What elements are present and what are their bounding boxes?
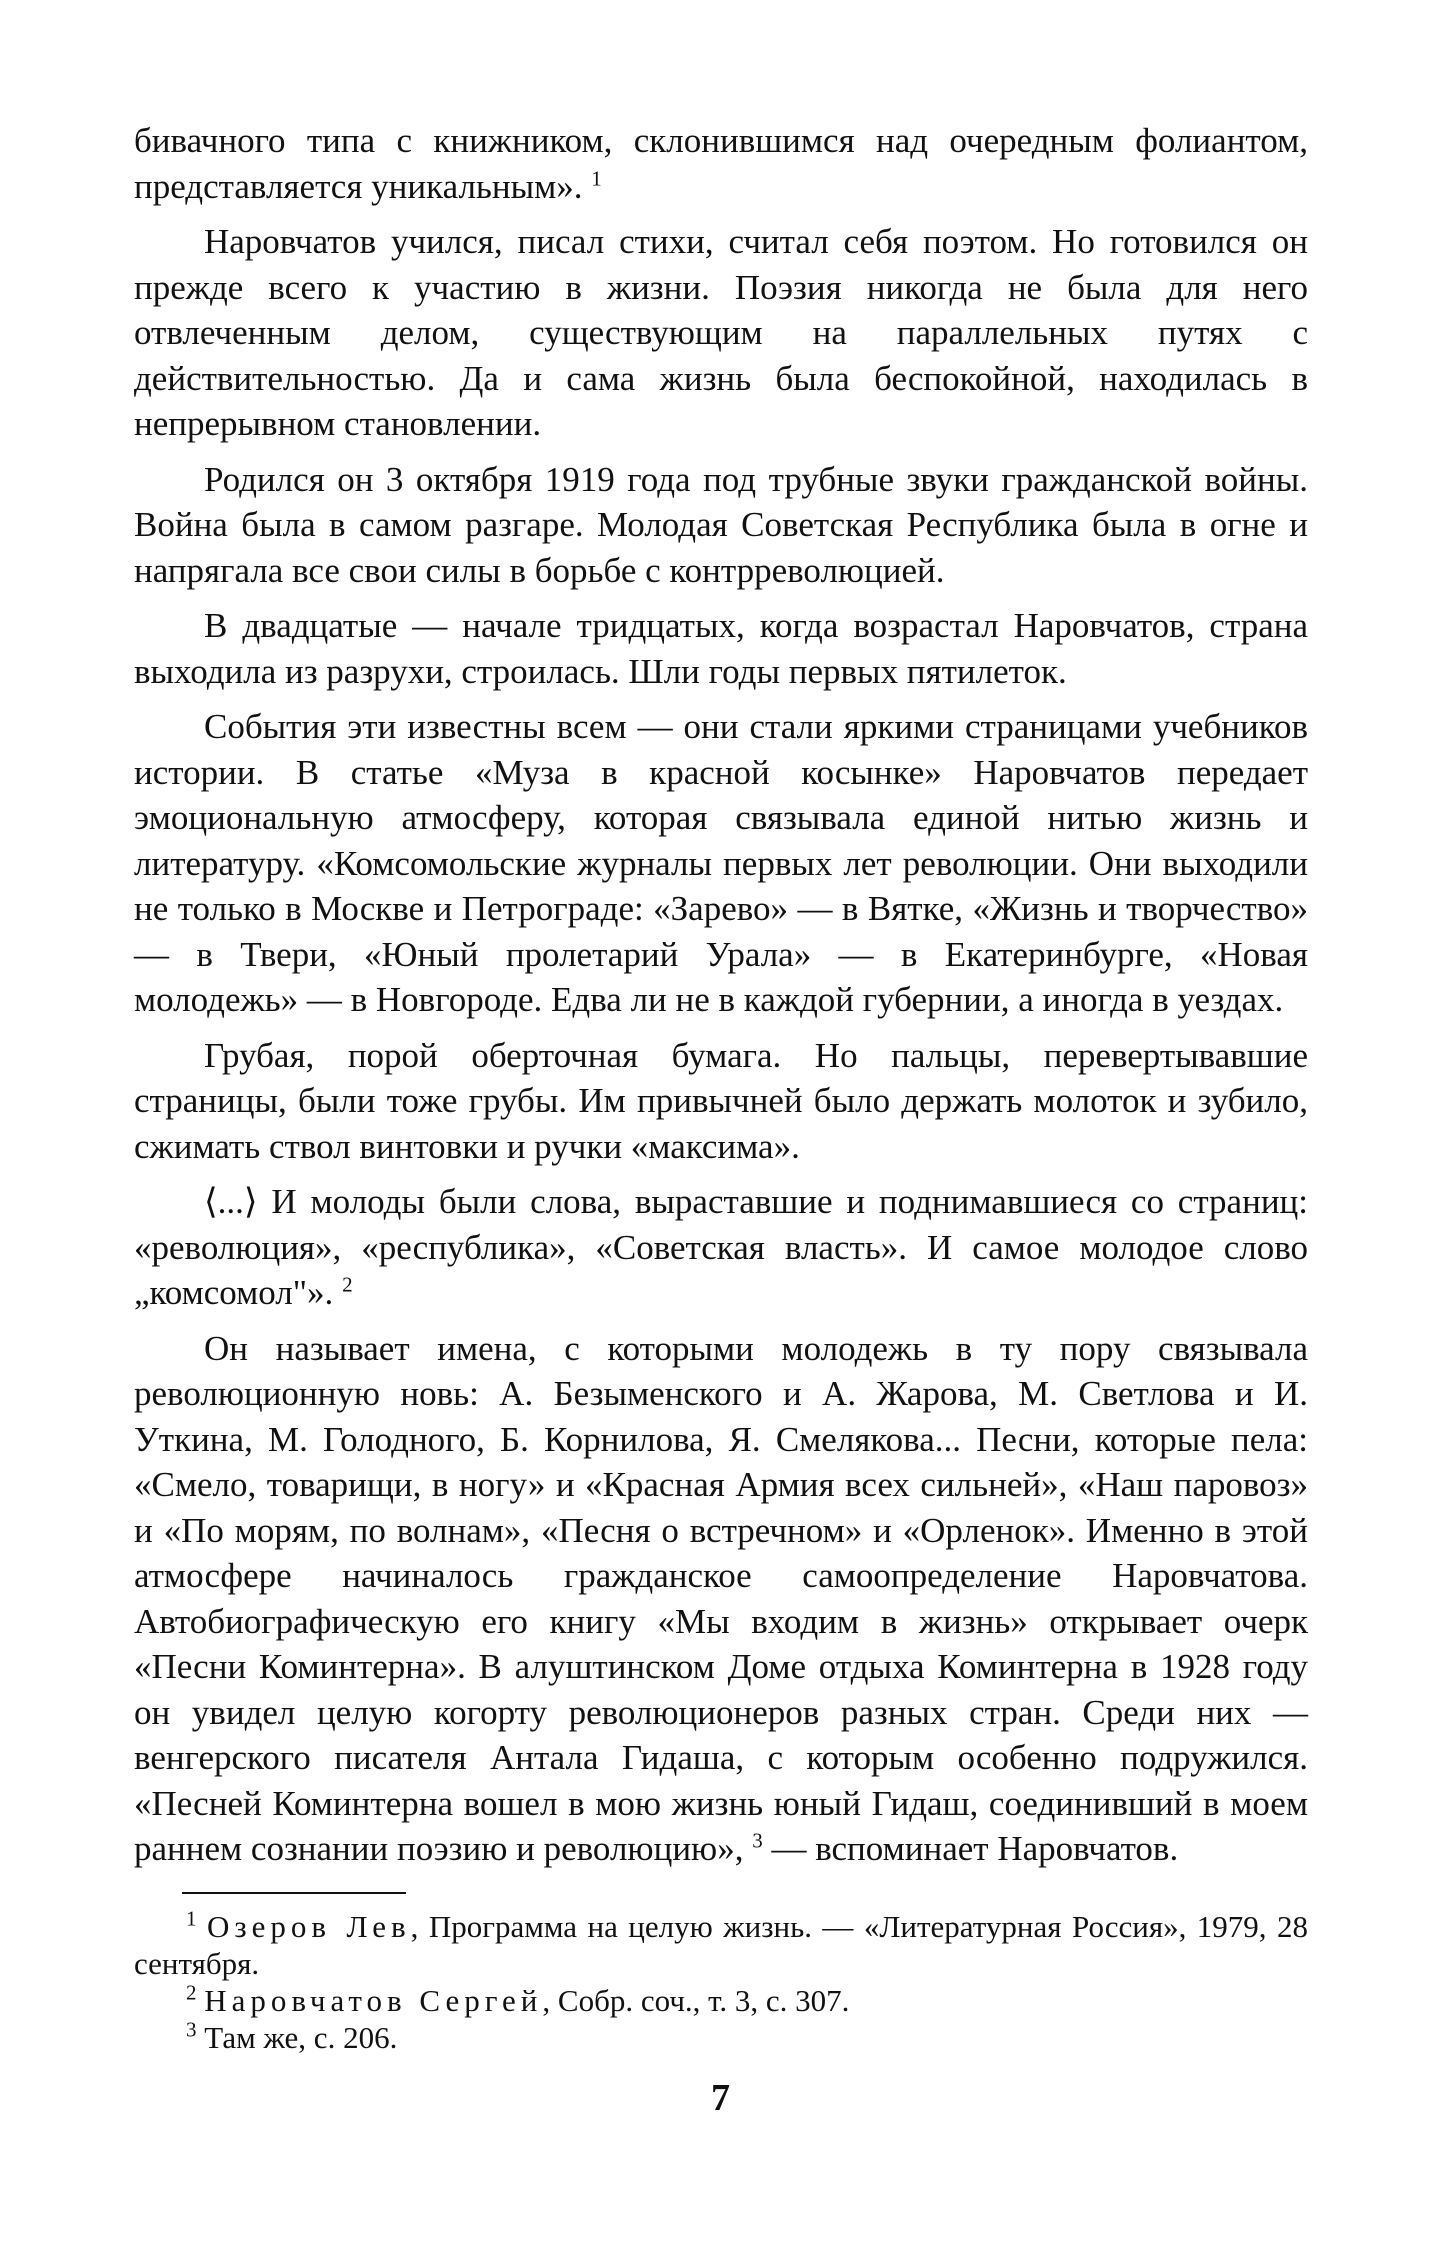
footnote-mark: 2 bbox=[186, 1980, 197, 2005]
paragraph-text: Он называет имена, с которыми молодежь в ту пору связывала революционную новь: А. Безыменского и А. Жарова, М. Светлова и И. Уткина, М. Голодного, Б. Корнилова, Я. Смелякова... Песни, которые пела: «Смело, товарищи, в ногу» и «Красная Армия всех сильней», «Наш паровоз» и «По морям, по волнам», «Песня о встречном» и «Орленок». Именно в этой атмосфере начиналось гражданское самоопределение Наровчатова. Автобиографическую его книгу «Мы входим в жизнь» открывает очерк «Песни Коминтерна». В алуштинском Доме отдыха Коминтерна в 1928 году он увидел целую когорту революционеров разных стран. Среди них — венгерского писателя Антала Гидаша, с которым особенно подружился. «Песней Коминтерна вошел в мою жизнь юный Гидаш, соединивший в моем раннем сознании поэзию и революцию», bbox=[134, 1328, 1308, 1868]
footnote-3 bbox=[134, 2019, 1308, 2056]
paragraph-3 bbox=[134, 457, 1308, 594]
footnote-mark: 3 bbox=[186, 2017, 197, 2042]
paragraph-4 bbox=[134, 603, 1308, 694]
paragraph-6 bbox=[134, 1033, 1308, 1170]
paragraph-8 bbox=[134, 1326, 1308, 1872]
paragraph-text: События эти известны всем — они стали яркими страницами учебников истории. В статье «Муза в красной косынке» Наровчатов передает эмоциональную атмосферу, которая связывала единой нитью жизнь и литературу. «Комсомольские журналы первых лет революции. Они выходили не только в Москве и Петрограде: «Зарево» — в Вятке, «Жизнь и творчество» — в Твери, «Юный пролетарий Урала» — в Екатеринбурге, «Новая молодежь» — в Новгороде. Едва ли не в каждой губернии, а иногда в уездах. bbox=[134, 707, 1308, 1019]
footnote-ref: 2 bbox=[342, 1272, 353, 1297]
footnote-text: , Собр. соч., т. 3, с. 307. bbox=[542, 1982, 850, 2018]
footnote-author: Озеров Лев bbox=[206, 1908, 411, 1944]
footnote-author: Наровчатов Сергей bbox=[204, 1982, 543, 2018]
footnote-2 bbox=[134, 1982, 1308, 2019]
footnote-text: , Программа на целую жизнь. — «Литературная Россия», 1979, 28 сентября. bbox=[134, 1908, 1308, 1981]
paragraph-text: Грубая, порой оберточная бумага. Но пальцы, перевертывавшие страницы, были тоже грубы. Им привычней было держать молоток и зубило, сжимать ствол винтовки и ручки «максима». bbox=[134, 1035, 1308, 1166]
paragraph-text: В двадцатые — начале тридцатых, когда возрастал Наровчатов, страна выходила из разрухи, строилась. Шли годы первых пятилеток. bbox=[134, 606, 1308, 691]
footnote-ref: 3 bbox=[752, 1828, 763, 1853]
paragraph-text: ⟨...⟩ И молоды были слова, выраставшие и поднимавшиеся со страниц: «революция», «республика», «Советская власть». И самое молодое слово „комсомол"». bbox=[134, 1182, 1308, 1312]
footnote-text: Там же, с. 206. bbox=[204, 2019, 398, 2055]
paragraph-1 bbox=[134, 118, 1308, 209]
page-number: 7 bbox=[711, 2077, 730, 2119]
paragraph-text: бивачного типа с книжником, склонившимся над очередным фолиантом, представляется уникальным». bbox=[134, 121, 1308, 206]
paragraph-7 bbox=[134, 1179, 1308, 1316]
paragraph-2 bbox=[134, 219, 1308, 447]
paragraph-text: Наровчатов учился, писал стихи, считал себя поэтом. Но готовился он прежде всего к участию в жизни. Поэзия никогда не была для него отвлеченным делом, существующим на параллельных путях с действительностью. Да и сама жизнь была беспокойной, находилась в непрерывном становлении. bbox=[134, 222, 1308, 443]
paragraph-text: Родился он 3 октября 1919 года под трубные звуки гражданской войны. Война была в самом разгаре. Молодая Советская Республика была в огне и напрягала все свои силы в борьбе с контрреволюцией. bbox=[134, 459, 1308, 590]
footnote-1 bbox=[134, 1908, 1308, 1982]
paragraph-tail: — вспоминает Наровчатов. bbox=[762, 1829, 1179, 1868]
page-body bbox=[134, 118, 1308, 2056]
footnote-ref: 1 bbox=[591, 165, 602, 190]
footnote-divider bbox=[182, 1892, 406, 1894]
footnote-mark: 1 bbox=[186, 1906, 197, 1931]
paragraph-5 bbox=[134, 704, 1308, 1023]
